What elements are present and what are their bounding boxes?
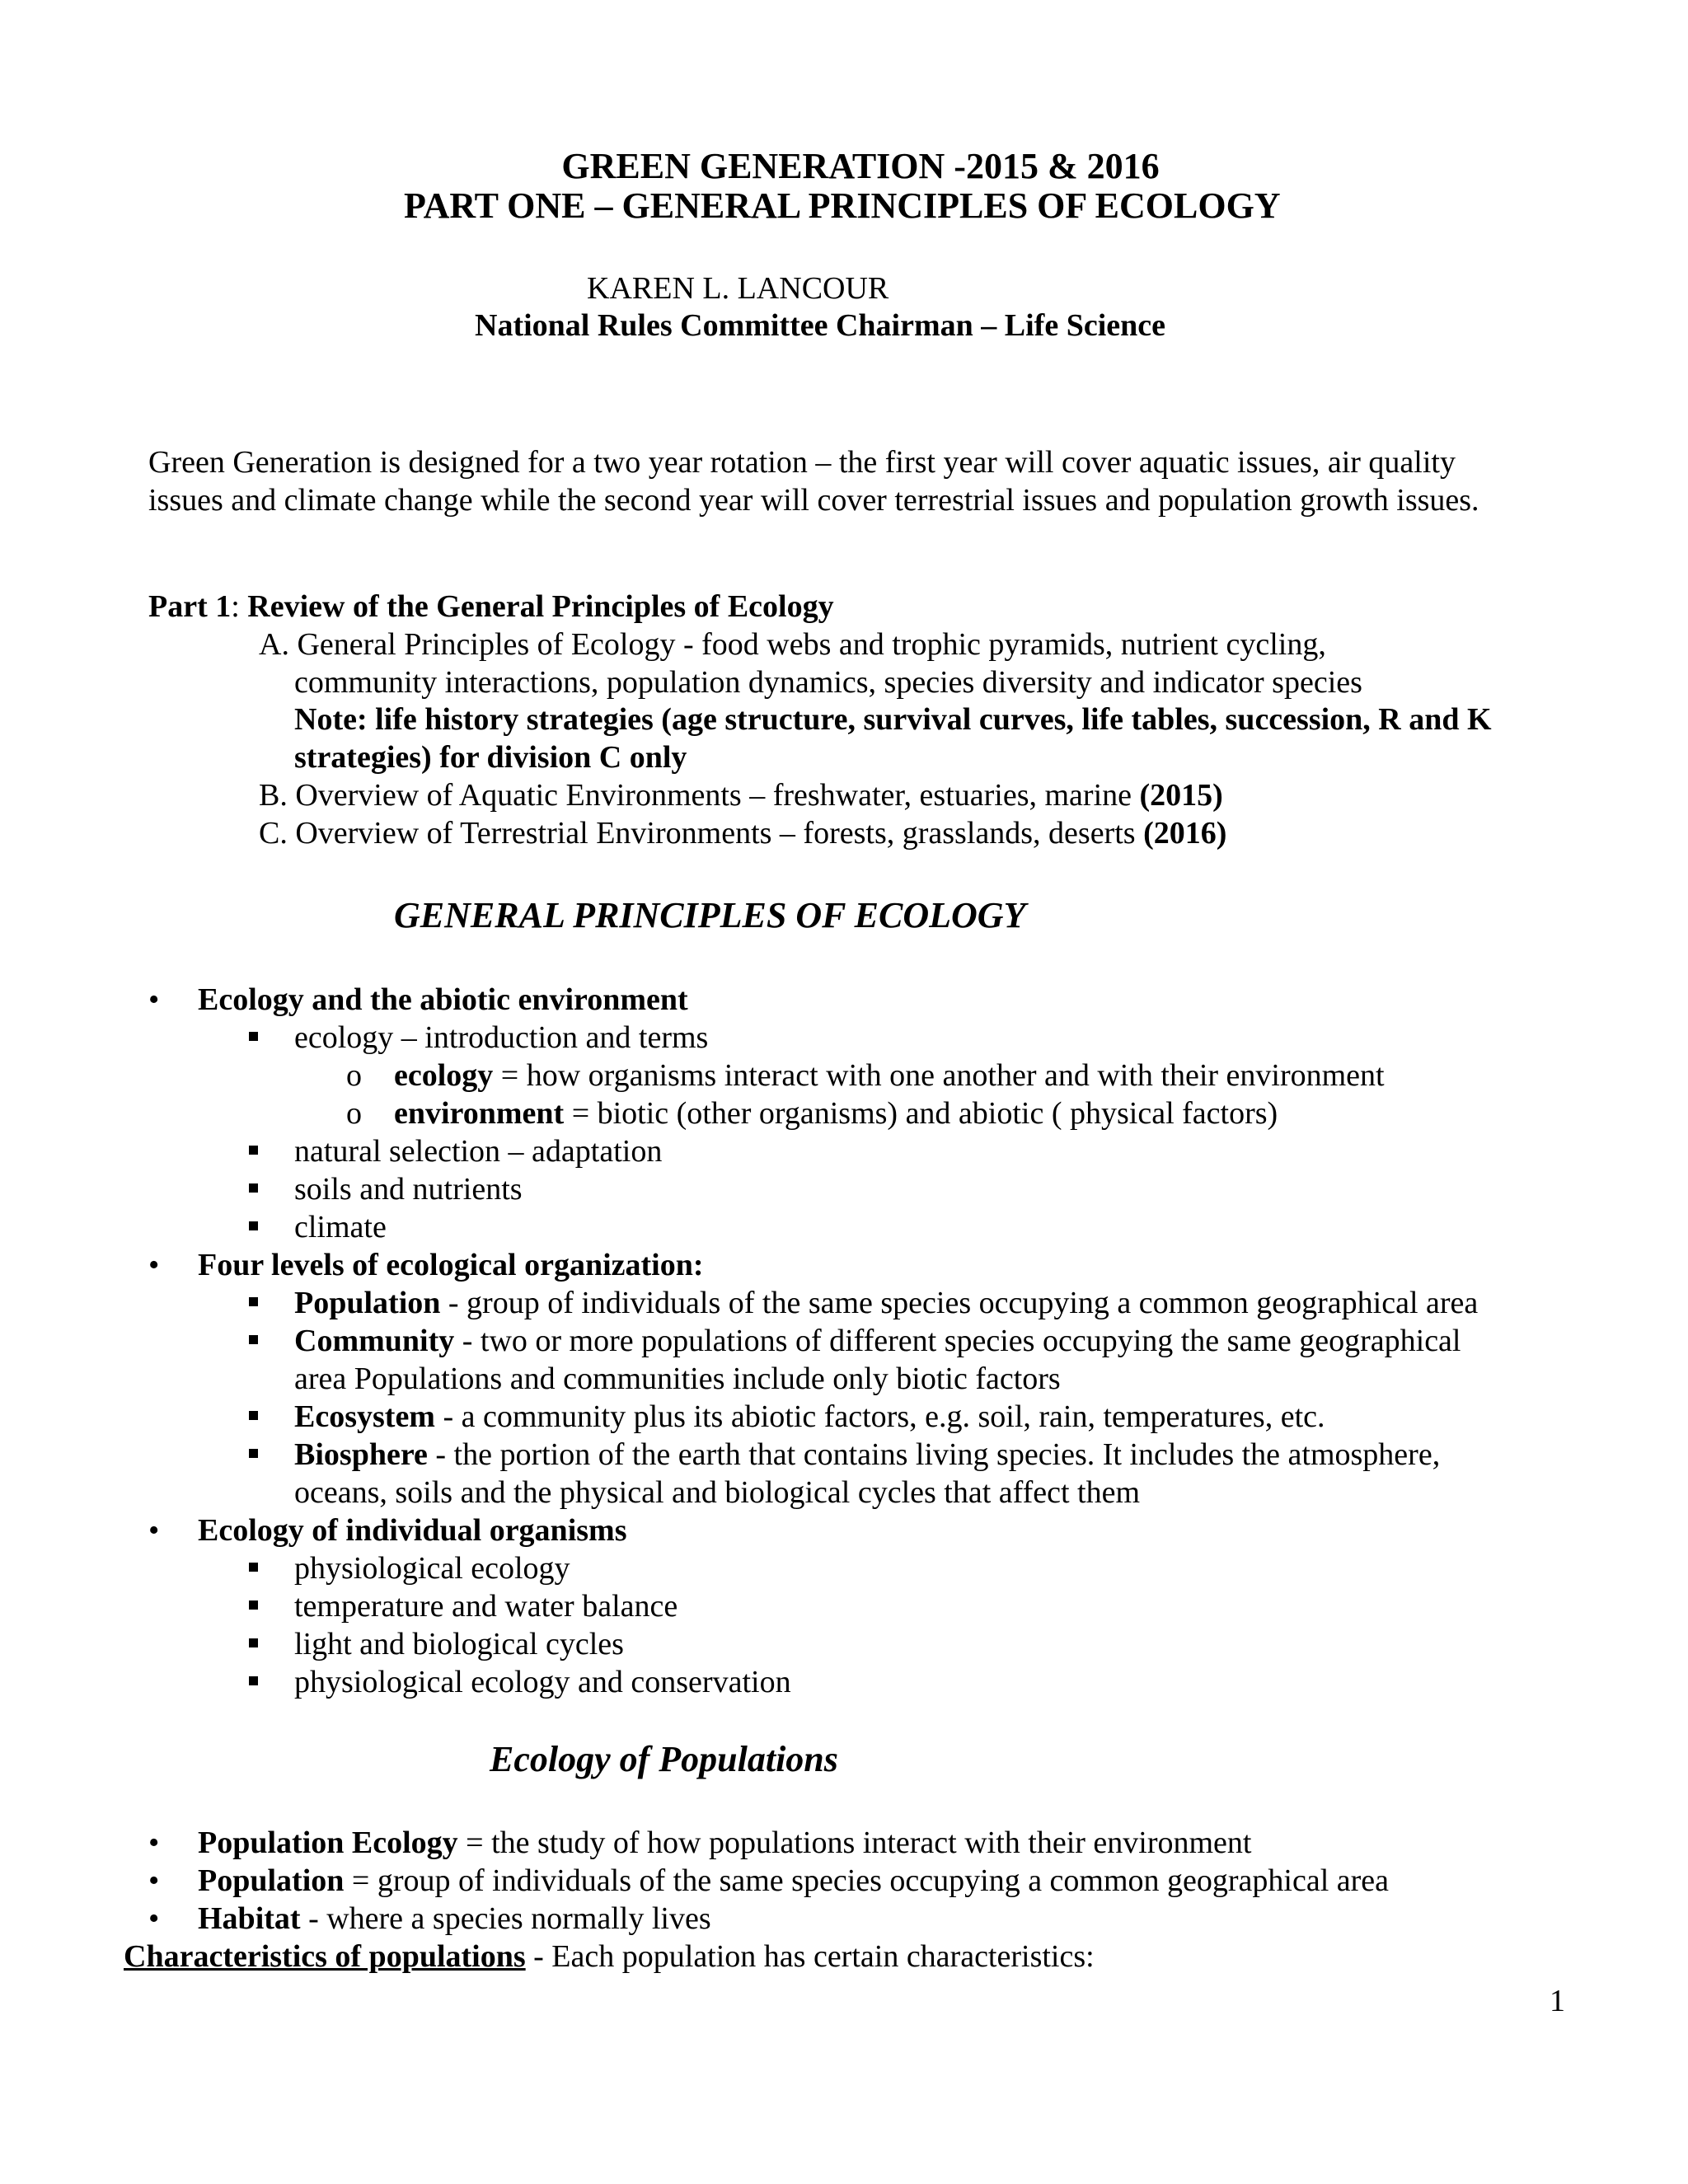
term-environment-def: = biotic (other organisms) and abiotic ( physical factors) [564,1096,1278,1131]
def-population-ecology [198,1824,1251,1862]
level-community-line-2: area Populations and communities include only biotic factors [294,1361,1061,1396]
intro-line-2: issues and climate change while the second year will cover terrestrial issues and population growth issues. [148,483,1479,518]
sub-physiological-ecology: physiological ecology [294,1551,570,1586]
square-bullet-icon [249,1411,258,1420]
level-population-def: - group of individuals of the same species occupying a common geographical area [440,1286,1479,1320]
term-ecology [394,1057,1385,1094]
part1-heading [148,588,834,626]
square-bullet-icon [249,1638,258,1647]
bullet-dot: • [148,1901,160,1936]
author-name: KAREN L. LANCOUR [587,271,889,306]
characteristics-text: - Each population has certain characteristics: [525,1939,1095,1974]
level-population [294,1284,1478,1322]
term-environment-word: environment [394,1096,565,1131]
def-habitat-term: Habitat [198,1901,301,1936]
part1-b-year: (2015) [1139,778,1223,813]
square-bullet-icon [249,1335,258,1344]
bullet-individual-organisms: Ecology of individual organisms [198,1513,627,1548]
def-habitat [198,1900,711,1938]
sub-light-cycles: light and biological cycles [294,1627,624,1661]
level-ecosystem [294,1398,1325,1436]
square-bullet-icon [249,1032,258,1041]
square-bullet-icon [249,1563,258,1572]
sub-ecology-intro: ecology – introduction and terms [294,1020,709,1055]
intro-line-1: Green Generation is designed for a two year rotation – the first year will cover aquatic issues, air quality [148,445,1456,480]
def-habitat-text: - where a species normally lives [300,1901,711,1936]
square-bullet-icon [249,1146,258,1155]
level-biosphere-line-2: oceans, soils and the physical and biological cycles that affect them [294,1475,1141,1510]
bullet-dot: • [148,1825,160,1860]
page-number: 1 [1550,1984,1565,2018]
bullet-four-levels: Four levels of ecological organization: [198,1248,704,1282]
part1-c-year: (2016) [1143,816,1227,851]
sub-natural-selection: natural selection – adaptation [294,1134,663,1169]
level-community [294,1322,1461,1360]
sub-temperature-water: temperature and water balance [294,1589,678,1624]
title-line-2: PART ONE – GENERAL PRINCIPLES OF ECOLOGY [404,185,1281,226]
level-ecosystem-term: Ecosystem [294,1399,435,1434]
square-bullet-icon [249,1221,258,1230]
part1-colon: : [231,589,248,624]
square-bullet-icon [249,1449,258,1458]
sub-climate: climate [294,1210,387,1244]
term-environment [394,1094,1278,1132]
sub-soils: soils and nutrients [294,1172,523,1207]
def-population [198,1862,1389,1900]
def-population-ecology-text: = the study of how populations interact with their environment [457,1825,1252,1860]
level-community-term: Community [294,1324,455,1358]
level-community-def: - two or more populations of different species occupying the same geographical [454,1324,1461,1358]
part1-c-text: C. Overview of Terrestrial Environments – forests, grasslands, deserts [259,816,1144,851]
term-ecology-def: = how organisms interact with one another and with their environment [493,1058,1385,1093]
part1-c-line [259,814,1226,852]
author-role: National Rules Committee Chairman – Life Science [475,308,1165,343]
part1-a-line-2: community interactions, population dynamics, species diversity and indicator species [294,665,1362,700]
section-heading-general-principles: GENERAL PRINCIPLES OF ECOLOGY [394,895,1026,935]
part1-note-line-2: strategies) for division C only [294,740,687,775]
part1-b-line [259,776,1223,814]
level-ecosystem-def: - a community plus its abiotic factors, e.g. soil, rain, temperatures, etc. [434,1399,1325,1434]
level-biosphere-term: Biosphere [294,1437,428,1472]
term-ecology-word: ecology [394,1058,494,1093]
level-population-term: Population [294,1286,441,1320]
title-line-1: GREEN GENERATION -2015 & 2016 [561,146,1160,186]
level-biosphere-def: - the portion of the earth that contains living species. It includes the atmosphere, [427,1437,1441,1472]
bullet-ecology-abiotic: Ecology and the abiotic environment [198,982,688,1017]
part1-a-line-1: A. General Principles of Ecology - food webs and trophic pyramids, nutrient cycling, [259,627,1326,662]
part1-b-text: B. Overview of Aquatic Environments – freshwater, estuaries, marine [259,778,1140,813]
section-heading-populations: Ecology of Populations [490,1739,838,1779]
level-biosphere [294,1436,1440,1474]
characteristics-term: Characteristics of populations [124,1939,526,1974]
bullet-dot: • [148,1863,160,1898]
o-marker: o [346,1096,362,1131]
bullet-dot: • [148,1513,160,1548]
part1-title: Review of the General Principles of Ecology [247,589,834,624]
def-population-text: = group of individuals of the same species occupying a common geographical area [344,1863,1390,1898]
part1-note-line-1: Note: life history strategies (age structure, survival curves, life tables, succession, R and K [294,702,1492,737]
square-bullet-icon [249,1183,258,1193]
characteristics-line [124,1938,1095,1975]
bullet-dot: • [148,982,160,1017]
bullet-dot: • [148,1248,160,1282]
def-population-ecology-term: Population Ecology [198,1825,458,1860]
sub-physiological-conservation: physiological ecology and conservation [294,1665,791,1699]
def-population-term: Population [198,1863,345,1898]
square-bullet-icon [249,1676,258,1685]
part1-label: Part 1 [148,589,232,624]
o-marker: o [346,1058,362,1093]
square-bullet-icon [249,1601,258,1610]
square-bullet-icon [249,1297,258,1306]
